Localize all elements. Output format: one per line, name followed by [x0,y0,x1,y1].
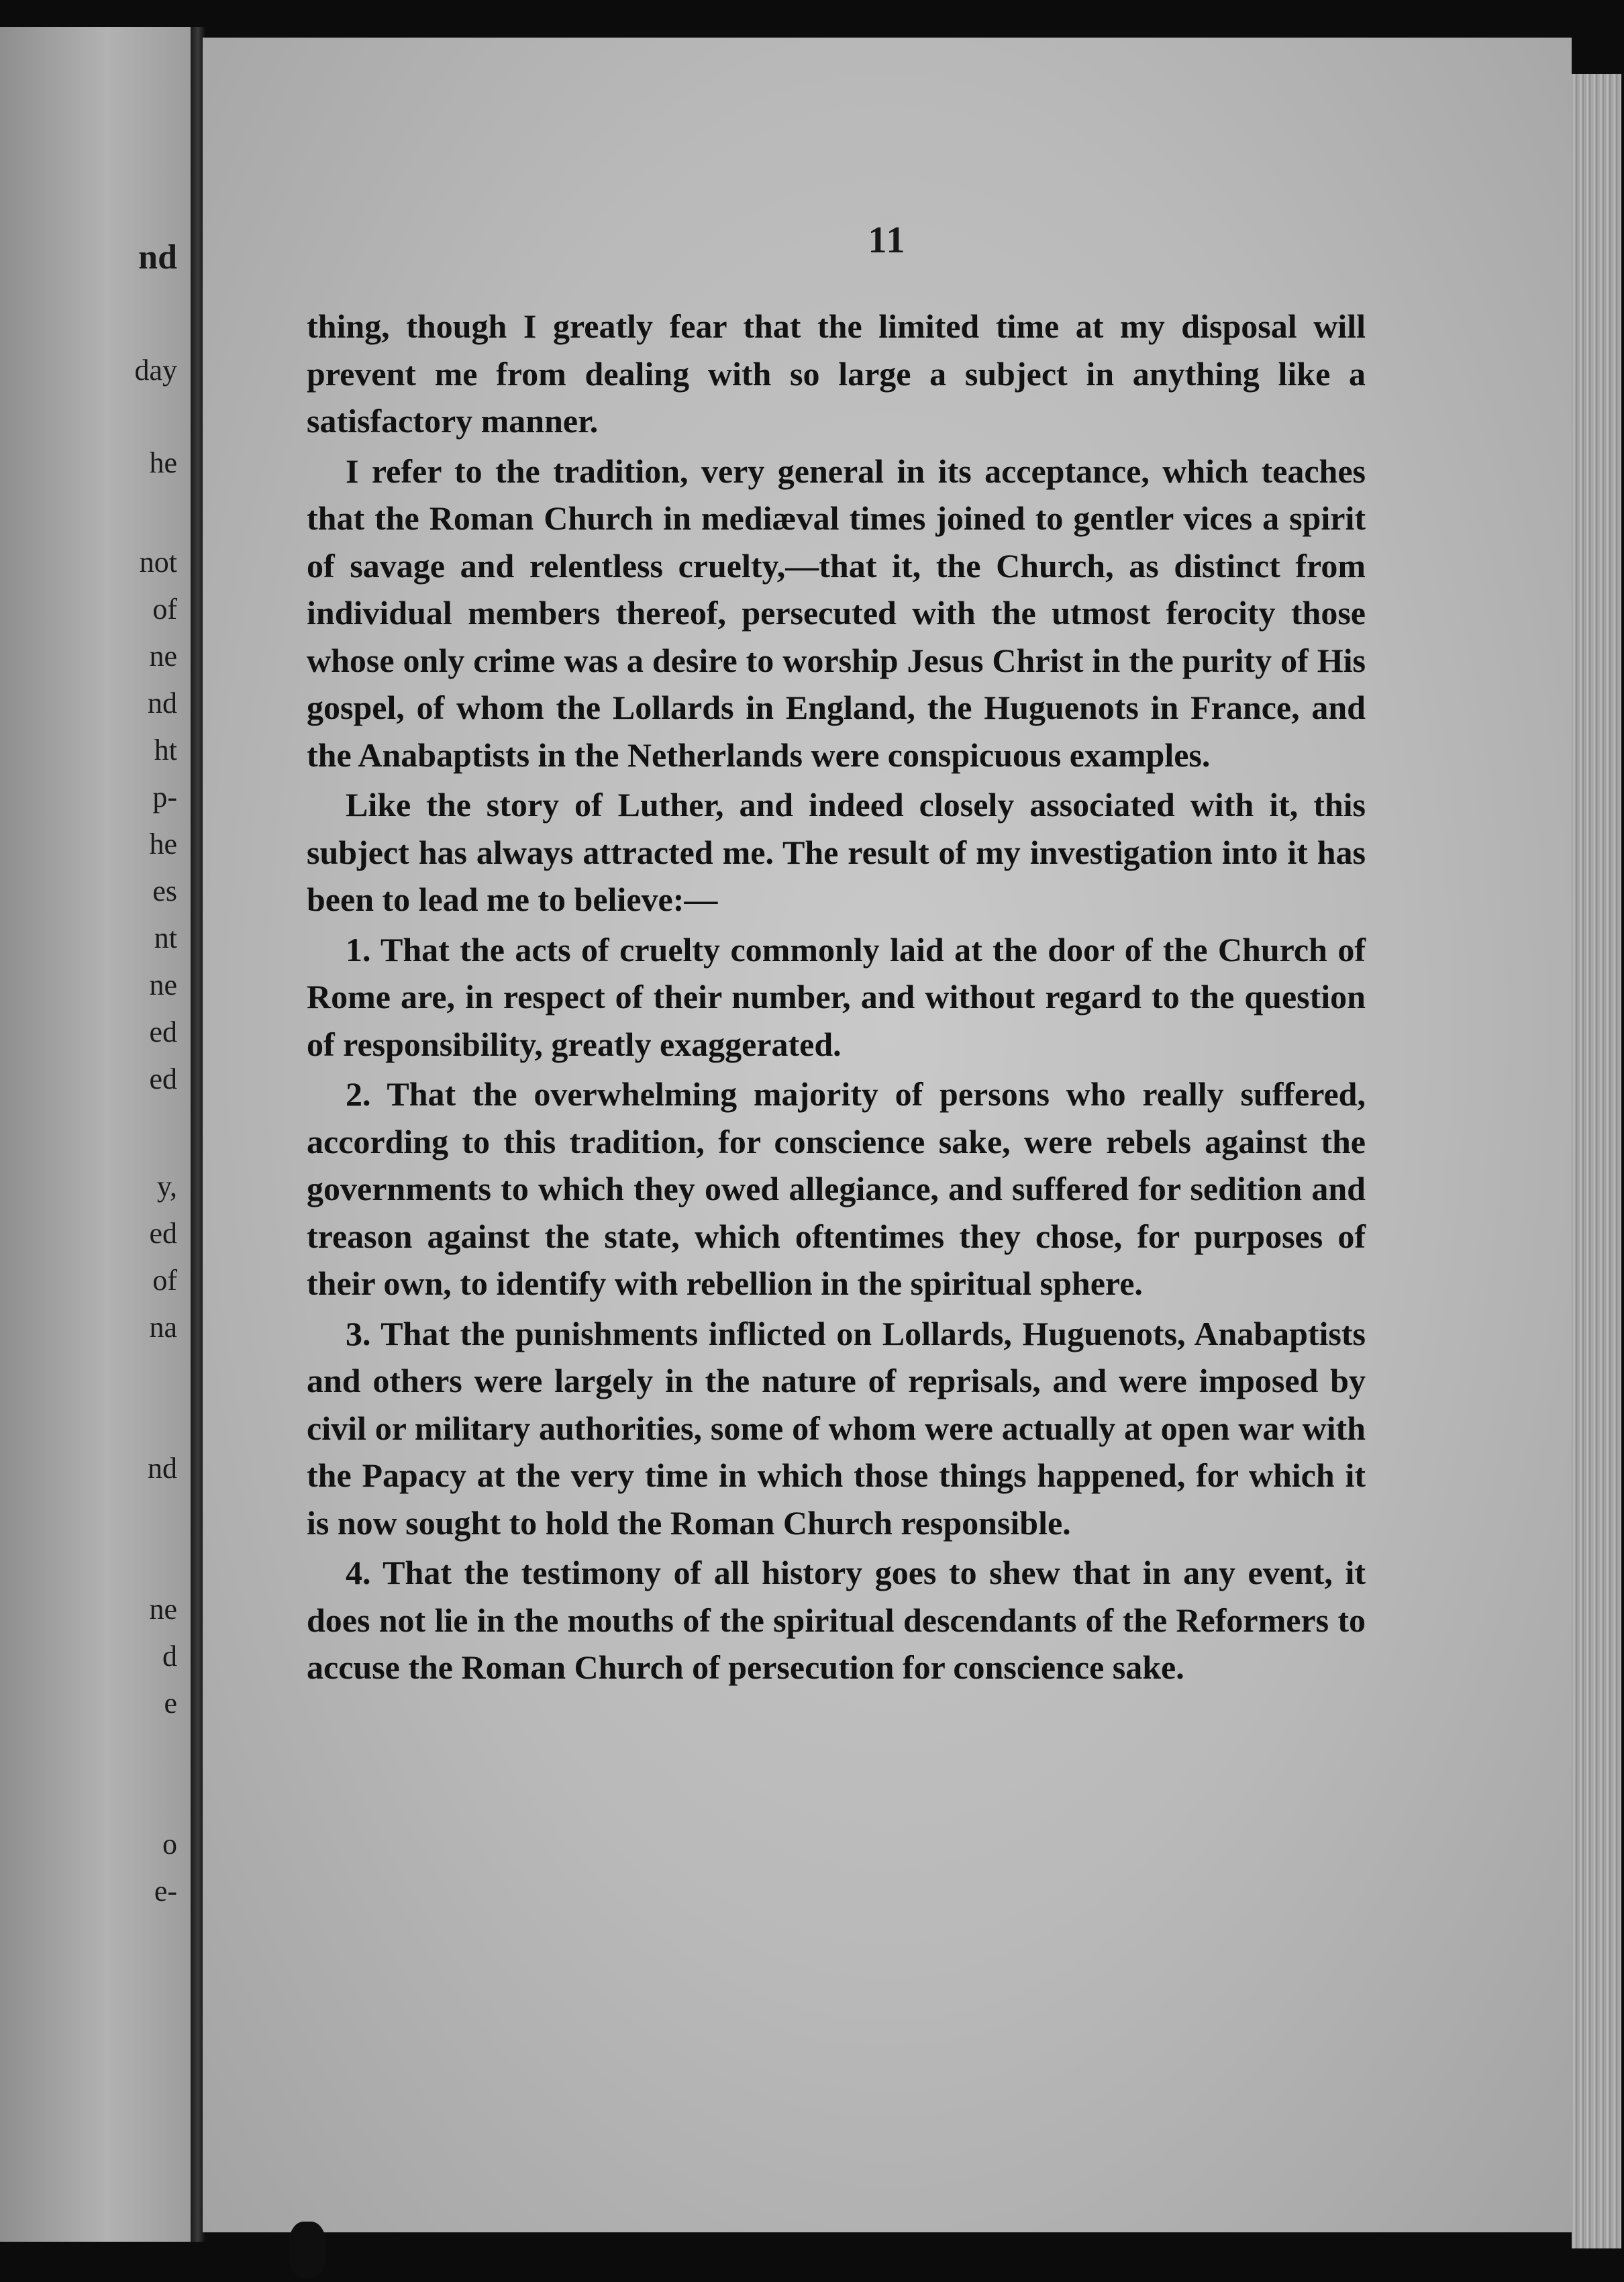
facing-page-edge [0,27,195,2242]
page-stack-edge [1572,74,1621,2248]
facing-page-fragment: p- [152,781,177,813]
facing-page-fragment: he [149,446,177,479]
facing-page-fragment: day [134,354,177,387]
facing-page-fragment: es [152,875,177,907]
numbered-point: 3. That the punishments inflicted on Lollards, Huguenots, Anabaptists and others were largely in the nature of reprisals, and were imposed by civil or military authorities, some of whom were actually at open war with the Papacy at the very time in which those things happened, for which it is now sought to hold the Roman Church responsible. [307,1314,1366,1542]
facing-page-fragment: nd [148,1452,177,1485]
facing-page-fragment: y, [156,1170,177,1203]
facing-page-fragment: ne [149,1593,177,1626]
facing-page-fragment: nd [148,687,177,720]
facing-page-fragment: d [162,1640,177,1673]
book-page [203,38,1572,2232]
facing-page-fragment: ne [149,640,177,673]
facing-page-fragment: e [164,1687,177,1720]
paragraph: Like the story of Luther, and indeed closely associated with it, this subject has always attracted me. The result of my investigation into it has been to lead me to believe:— [307,786,1366,918]
facing-page-fragment: ed [149,1015,177,1048]
numbered-point: 2. That the overwhelming majority of persons who really suffered, according to this tradition, for conscience sake, were rebels against the governments to which they owed allegiance, and suffered for sedition and treason against the state, which oftentimes they chose, for purposes of their own, to identify with rebellion in the spiritual sphere. [307,1075,1366,1302]
numbered-point: 1. That the acts of cruelty commonly laid at the door of the Church of Rome are, in respect of their number, and without regard to the question of responsibility, greatly exaggerated. [307,930,1366,1063]
paragraph: thing, though I greatly fear that the limited time at my disposal will prevent me from dealing with so large a subject in anything like a satisfactory manner. [307,307,1366,440]
facing-page-fragment: not [139,546,177,579]
facing-page-fragment: of [152,1264,177,1297]
page-number: 11 [868,219,907,261]
facing-page-fragment: o [162,1828,177,1861]
facing-page-fragment: of [152,593,177,626]
facing-page-fragment: ed [149,1217,177,1250]
facing-page-fragment: e- [154,1875,177,1907]
facing-page-fragment: na [149,1311,177,1344]
page-body-text [307,303,1366,1694]
facing-page-fragment: nd [138,238,177,277]
facing-page-fragment: nt [154,922,177,954]
facing-page-fragment: ed [149,1062,177,1095]
facing-page-fragment: ne [149,969,177,1001]
ink-blot [289,2222,326,2278]
paragraph: I refer to the tradition, very general in its acceptance, which teaches that the Roman Church in mediæval times joined to gentler vices a spirit of savage and relentless cruelty,—that it, the Church, as distinct from individual members thereof, persecuted with the utmost ferocity those whose only crime was a desire to worship Jesus Christ in the purity of His gospel, of whom the Lollards in England, the Huguenots in France, and the Anabaptists in the Netherlands were conspicuous examples. [307,452,1366,774]
facing-page-fragment: he [149,828,177,860]
facing-page-fragment: ht [154,734,177,766]
numbered-point: 4. That the testimony of all history goes to shew that in any event, it does not lie in the mouths of the spiritual descendants of the Reformers to accuse the Roman Church of persecution for conscience sake. [307,1554,1366,1686]
